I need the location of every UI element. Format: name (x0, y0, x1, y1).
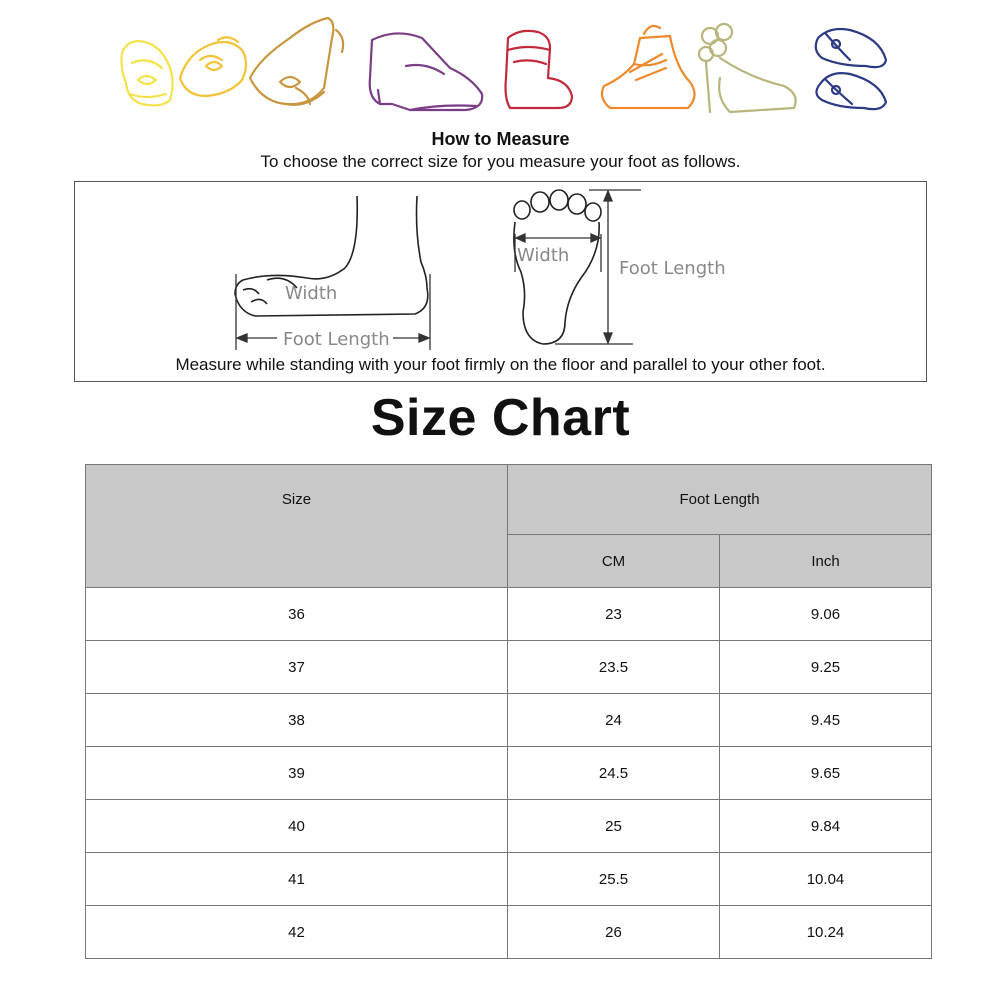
inch-cell: 9.25 (720, 641, 932, 694)
top-length-label: Foot Length (619, 258, 726, 279)
inch-cell: 9.65 (720, 747, 932, 800)
cm-cell: 26 (508, 906, 720, 959)
header-foot-length: Foot Length (508, 465, 932, 535)
measure-instructions: Measure while standing with your foot firmly on the floor and parallel to your other foot. (175, 355, 826, 374)
side-width-label: Width (285, 283, 338, 304)
header-cm: CM (508, 535, 720, 588)
top-width-label: Width (517, 245, 570, 266)
measure-diagram-box (74, 181, 927, 382)
cm-cell: 24 (508, 694, 720, 747)
cm-cell: 23 (508, 588, 720, 641)
size-cell: 37 (86, 641, 508, 694)
size-cell: 36 (86, 588, 508, 641)
table-row (86, 641, 932, 694)
cm-cell: 24.5 (508, 747, 720, 800)
size-cell: 38 (86, 694, 508, 747)
table-row (86, 747, 932, 800)
size-cell: 39 (86, 747, 508, 800)
table-row (86, 694, 932, 747)
foot-diagrams (75, 182, 926, 381)
loafer-icon (370, 33, 482, 110)
table-row (86, 588, 932, 641)
inch-cell: 10.24 (720, 906, 932, 959)
header-inch: Inch (720, 535, 932, 588)
boot-icon (506, 31, 573, 108)
inch-cell: 9.84 (720, 800, 932, 853)
table-row (86, 853, 932, 906)
lace-up-boot-icon (602, 26, 695, 108)
header-size: Size (86, 465, 508, 535)
table-subheader-row (86, 535, 932, 588)
shoe-illustrations (110, 8, 900, 126)
how-to-measure-subheading: To choose the correct size for you measure your foot as follows. (260, 152, 741, 171)
table-row (86, 906, 932, 959)
bow-heels-icon (250, 18, 343, 105)
baby-shoe-icon (122, 41, 173, 105)
cm-cell: 25.5 (508, 853, 720, 906)
cm-cell: 23.5 (508, 641, 720, 694)
table-row (86, 800, 932, 853)
table-header-row (86, 465, 932, 535)
cm-cell: 25 (508, 800, 720, 853)
size-chart-title: Size Chart (370, 389, 631, 447)
header-size-spacer (86, 535, 508, 588)
size-cell: 42 (86, 906, 508, 959)
side-length-label: Foot Length (283, 329, 390, 350)
inch-cell: 10.04 (720, 853, 932, 906)
how-to-measure-heading: How to Measure (431, 129, 570, 149)
top-foot-icon (514, 190, 601, 344)
baby-sandal-icon (180, 37, 246, 96)
slipper-icon (816, 29, 886, 109)
size-cell: 40 (86, 800, 508, 853)
size-chart-table (85, 464, 932, 959)
inch-cell: 9.45 (720, 694, 932, 747)
inch-cell: 9.06 (720, 588, 932, 641)
flower-heel-icon (699, 24, 796, 112)
size-cell: 41 (86, 853, 508, 906)
